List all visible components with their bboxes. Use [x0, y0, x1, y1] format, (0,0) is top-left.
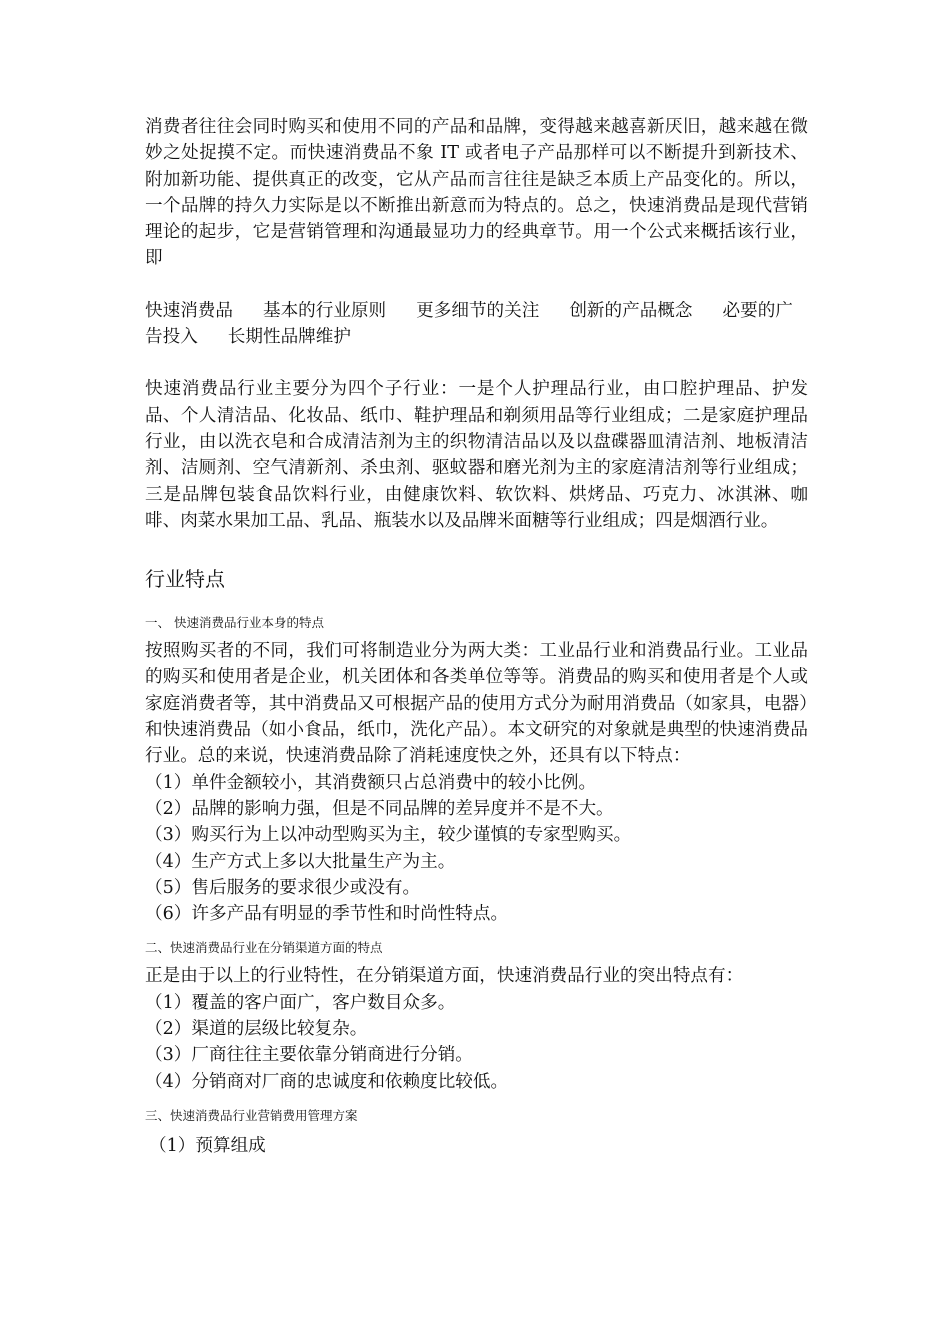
formula-term: 快速消费品 — [145, 300, 233, 321]
formula-term: 长期性品牌维护 — [227, 327, 351, 348]
list-item: （2）渠道的层级比较复杂。 — [145, 1019, 368, 1040]
formula-term: 创新的产品概念 — [569, 300, 693, 321]
list-item: （4）生产方式上多以大批量生产为主。 — [145, 851, 456, 872]
formula-term: 更多细节的关注 — [416, 300, 540, 321]
list-item: （3）购买行为上以冲动型购买为主，较少谨慎的专家型购买。 — [145, 825, 632, 846]
formula-term: 基本的行业原则 — [262, 300, 387, 321]
formula-term: 必要的广告投入 — [145, 300, 793, 348]
subsection-heading-1: 一、 快速消费品行业本身的特点 — [145, 615, 324, 631]
section-title: 行业特点 — [145, 567, 225, 592]
subsection-2-list — [145, 990, 808, 1095]
list-item: （2）品牌的影响力强，但是不同品牌的差异度并不是不大。 — [145, 798, 614, 819]
list-item: （4）分销商对厂商的忠诚度和依赖度比较低。 — [145, 1071, 509, 1092]
list-item: （3）厂商往往主要依靠分销商进行分销。 — [145, 1045, 473, 1066]
subsection-1-list — [145, 770, 808, 928]
subsection-heading-3: 三、快速消费品行业营销费用管理方案 — [145, 1107, 358, 1123]
budget-item: （1）预算组成 — [149, 1135, 266, 1156]
subsection-1-body: 按照购买者的不同，我们可将制造业分为两大类：工业品行业和消费品行业。工业品的购买和使用者是企业，机关团体和各类单位等等。消费品的购买和使用者是个人或家庭消费者等，其中消费品又可根据产品的使用方式分为耐用消费品（如家具，电器）和快速消费品（如小食品，纸巾，洗化产品）。本文研究的对象就是典型的快速消费品行业。总的来说，快速消费品除了消耗速度快之外，还具有以下特点： — [145, 641, 808, 767]
list-item: （6）许多产品有明显的季节性和时尚性特点。 — [145, 904, 509, 925]
list-item: （1）覆盖的客户面广，客户数目众多。 — [145, 992, 456, 1013]
document-content — [145, 114, 808, 1159]
subsection-2-body: 正是由于以上的行业特性，在分销渠道方面，快速消费品行业的突出特点有： — [145, 966, 744, 987]
list-item: （1）单件金额较小，其消费额只占总消费中的较小比例。 — [145, 772, 597, 793]
formula-line — [145, 298, 808, 351]
subsectors-paragraph: 快速消费品行业主要分为四个子行业：一是个人护理品行业，由口腔护理品、护发品、个人清洁品、化妆品、纸巾、鞋护理品和剃须用品等行业组成；二是家庭护理品行业，由以洗衣皂和合成清洁剂为主的织物清洁品以及以盘碟器皿清洁剂、地板清洁剂、洁厕剂、空气清新剂、杀虫剂、驱蚊器和磨光剂为主的家庭清洁剂等行业组成；三是品牌包装食品饮料行业，由健康饮料、软饮料、烘烤品、巧克力、冰淇淋、咖啡、肉菜水果加工品、乳品、瓶装水以及品牌米面糖等行业组成；四是烟酒行业。 — [145, 379, 808, 531]
intro-paragraph: 消费者往往会同时购买和使用不同的产品和品牌，变得越来越喜新厌旧，越来越在微妙之处捉摸不定。而快速消费品不象 IT 或者电子产品那样可以不断提升到新技术、附加新功能、提供真正的改变，它从产品而言往往是缺乏本质上产品变化的。所以，一个品牌的持久力实际是以不断推出新意而为特点的。总之，快速消费品是现代营销理论的起步，它是营销管理和沟通最显功力的经典章节。用一个公式来概括该行业，即 — [145, 117, 808, 269]
subsection-heading-2: 二、快速消费品行业在分销渠道方面的特点 — [145, 940, 383, 956]
list-item: （5）售后服务的要求很少或没有。 — [145, 877, 421, 898]
